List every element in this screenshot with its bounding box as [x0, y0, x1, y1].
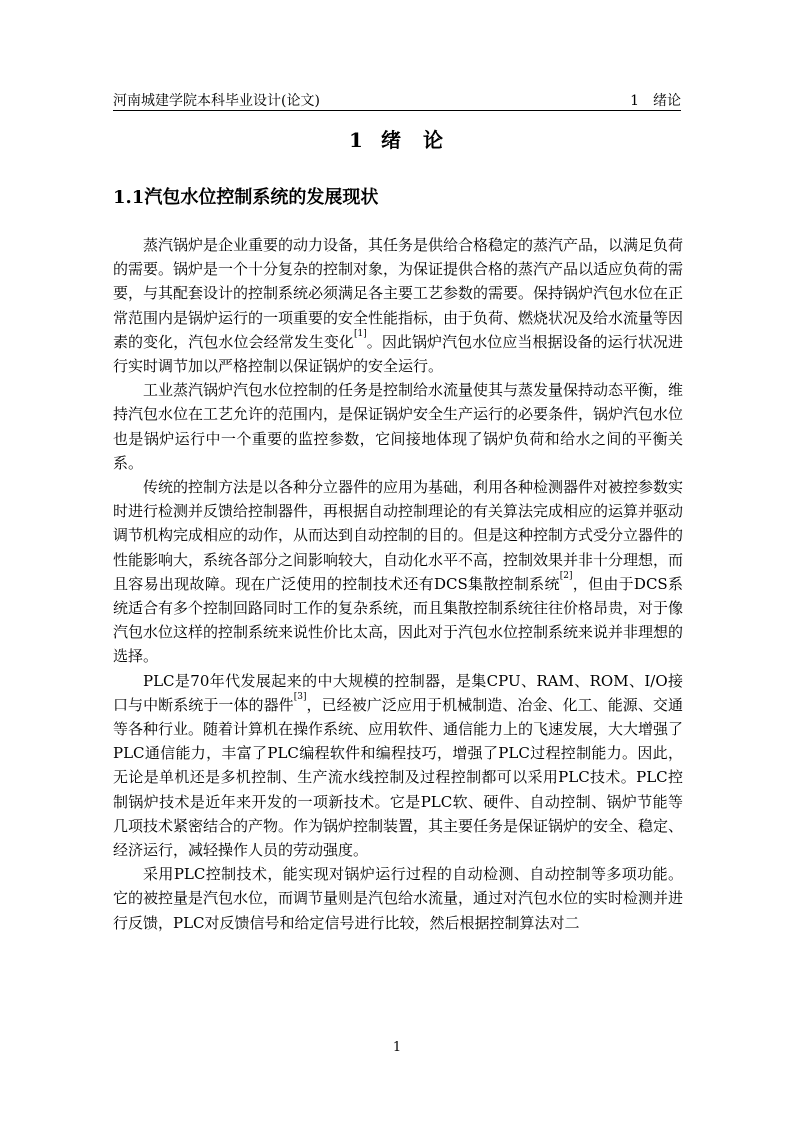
header-chapter-number: 1 — [630, 93, 639, 109]
paragraph: 蒸汽锅炉是企业重要的动力设备，其任务是供给合格稳定的蒸汽产品，以满足负荷的需要。锅炉是一个十分复杂的控制对象，为保证提供合格的蒸汽产品以适应负荷的需要，与其配套设计的控制系统必须满足各主要工艺参数的需要。保持锅炉汽包水位在正常范围内是锅炉运行的一项重要的安全性能指标，由于负荷、燃烧状况及给水流量等因素的变化，汽包水位会经常发生变化[1]。因此锅炉汽包水位应当根据设备的运行状况进行实时调节加以严格控制以保证锅炉的安全运行。 — [113, 236, 684, 376]
chapter-title-char-1: 绪 — [380, 128, 403, 152]
header-chapter-name: 绪论 — [653, 93, 681, 109]
paragraph: 采用PLC控制技术，能实现对锅炉运行过程的自动检测、自动控制等多项功能。它的被控量是汽包水位，而调节量则是汽包给水流量，通过对汽包水位的实时检测并进行反馈，PLC对反馈信号和给定信号进行比较，然后根据控制算法对二 — [113, 865, 684, 932]
header-thesis-title: 河南城建学院本科毕业设计(论文) — [113, 93, 320, 109]
citation: [3] — [293, 691, 307, 702]
body-text — [113, 233, 683, 935]
chapter-number: 1 — [349, 128, 365, 152]
header-chapter — [630, 90, 681, 110]
paragraph: 传统的控制方法是以各种分立器件的应用为基础，利用各种检测器件对被控参数实时进行检测并反馈给控制器件，再根据自动控制理论的有关算法完成相应的运算并驱动调节机构完成相应的动作，从而达到自动控制的目的。但是这种控制方式受分立器件的性能影响大，系统各部分之间影响较大，自动化水平不高，控制效果并非十分理想，而且容易出现故障。现在广泛使用的控制技术还有DCS集散控制系统[2]，但由于DCS系统适合有多个控制回路同时工作的复杂系统，而且集散控制系统往往价格昂贵，对于像汽包水位这样的控制系统来说性价比太高，因此对于汽包水位控制系统来说并非理想的选择。 — [113, 478, 684, 666]
citation: [1] — [353, 328, 367, 339]
page-number: 1 — [392, 1040, 402, 1055]
running-header — [113, 88, 681, 111]
section-heading: 1.1汽包水位控制系统的发展现状 — [113, 187, 379, 208]
chapter-title — [0, 124, 794, 153]
citation: [2] — [559, 570, 573, 581]
chapter-title-char-2: 论 — [422, 128, 445, 152]
paragraph: 工业蒸汽锅炉汽包水位控制的任务是控制给水流量使其与蒸发量保持动态平衡，维持汽包水位在工艺允许的范围内，是保证锅炉安全生产运行的必要条件，锅炉汽包水位也是锅炉运行中一个重要的监控参数，它间接地体现了锅炉负荷和给水之间的平衡关系。 — [113, 381, 684, 472]
paragraph: PLC是70年代发展起来的中大规模的控制器，是集CPU、RAM、ROM、I/O接口与中断系统于一体的器件[3]，已经被广泛应用于机械制造、冶金、化工、能源、交通等各种行业。随着计算机在操作系统、应用软件、通信能力上的飞速发展，大大增强了PLC通信能力，丰富了PLC编程软件和编程技巧，增强了PLC过程控制能力。因此，无论是单机还是多机控制、生产流水线控制及过程控制都可以采用PLC技术。PLC控制锅炉技术是近年来开发的一项新技术。它是PLC软、硬件、自动控制、锅炉节能等几项技术紧密结合的产物。作为锅炉控制装置，其主要任务是保证锅炉的安全、稳定、经济运行，减轻操作人员的劳动强度。 — [113, 671, 684, 860]
